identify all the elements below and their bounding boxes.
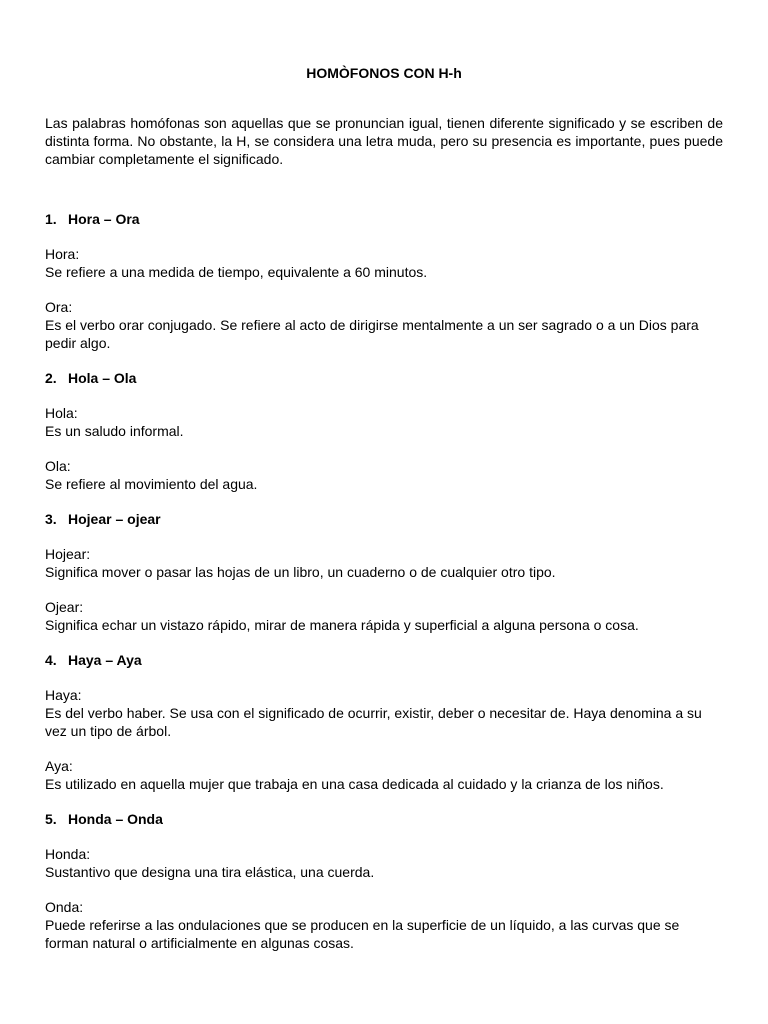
entry-definition: Significa mover o pasar las hojas de un libro, un cuaderno o de cualquier otro tipo. [45,564,556,580]
section-3 [45,510,723,634]
section-heading [45,210,723,228]
entry-word: Ola: [45,458,71,474]
section-number: 3. [45,511,57,527]
section-1 [45,210,723,352]
definition-entry [45,598,723,634]
section-number: 2. [45,370,57,386]
entry-word: Hola: [45,405,78,421]
section-heading-text: Haya – Aya [68,652,142,668]
entry-word: Aya: [45,758,73,774]
entry-definition: Se refiere al movimiento del agua. [45,476,258,492]
entry-word: Hora: [45,246,80,262]
section-5 [45,810,723,952]
definition-entry [45,757,723,793]
section-heading-text: Hola – Ola [68,370,137,386]
definition-entry [45,845,723,881]
entry-definition: Sustantivo que designa una tira elástica, una cuerda. [45,864,375,880]
section-heading-text: Hojear – ojear [68,511,161,527]
entry-word: Onda: [45,899,84,915]
entry-definition: Es el verbo orar conjugado. Se refiere al acto de dirigirse mentalmente a un ser sagrado o a un Dios para pedir algo. [45,317,699,351]
document-title: HOMÒFONOS CON H-h [306,65,462,81]
definition-entry [45,457,723,493]
section-4 [45,651,723,793]
entry-word: Ojear: [45,599,84,615]
entry-definition: Se refiere a una medida de tiempo, equivalente a 60 minutos. [45,264,428,280]
section-number: 1. [45,211,57,227]
entry-definition: Puede referirse a las ondulaciones que se producen en la superficie de un líquido, a las curvas que se forman natural o artificialmente en algunas cosas. [45,917,680,951]
definition-entry [45,404,723,440]
sections-container [45,210,723,952]
section-heading [45,810,723,828]
entry-definition: Es utilizado en aquella mujer que trabaja en una casa dedicada al cuidado y la crianza de los niños. [45,776,664,792]
definition-entry [45,686,723,740]
definition-entry [45,298,723,352]
definition-entry [45,898,723,952]
section-heading [45,651,723,669]
definition-entry [45,245,723,281]
entry-word: Hojear: [45,546,91,562]
section-heading-text: Hora – Ora [68,211,140,227]
entry-definition: Es del verbo haber. Se usa con el significado de ocurrir, existir, deber o necesitar de. Haya denomina a su vez un tipo de árbol. [45,705,702,739]
section-2 [45,369,723,493]
entry-definition: Es un saludo informal. [45,423,184,439]
intro-paragraph: Las palabras homófonas son aquellas que se pronuncian igual, tienen diferente significado y se escriben de distinta forma. No obstante, la H, se considera una letra muda, pero su presencia es importante, pues puede cambiar completamente el significado. [45,115,723,167]
entry-word: Honda: [45,846,91,862]
definition-entry [45,545,723,581]
entry-word: Haya: [45,687,82,703]
section-heading-text: Honda – Onda [68,811,163,827]
entry-definition: Significa echar un vistazo rápido, mirar de manera rápida y superficial a alguna persona o cosa. [45,617,639,633]
section-heading [45,510,723,528]
section-number: 4. [45,652,57,668]
section-heading [45,369,723,387]
section-number: 5. [45,811,57,827]
entry-word: Ora: [45,299,73,315]
